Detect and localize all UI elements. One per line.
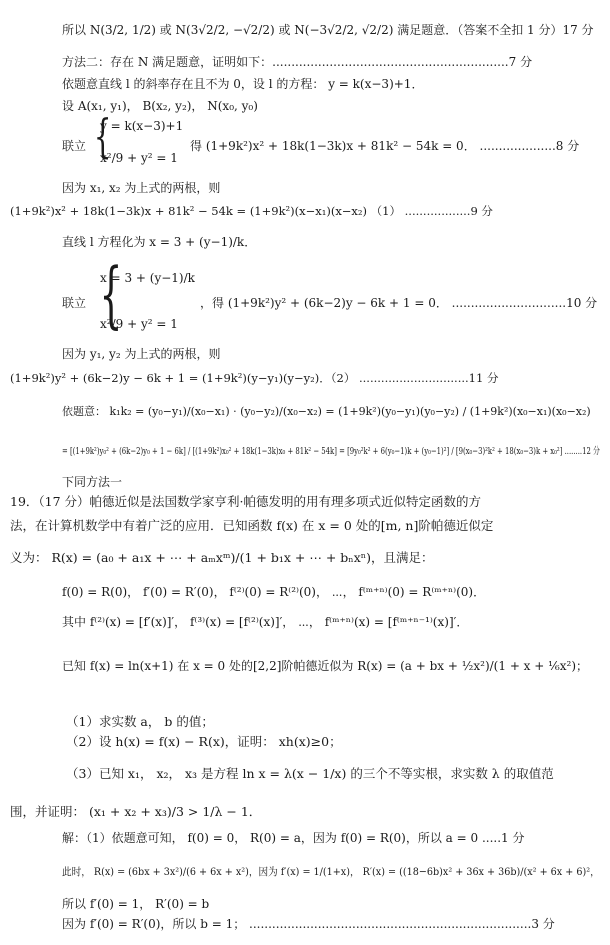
text-line: 其中 f⁽²⁾(x) = [f′(x)]′， f⁽³⁾(x) = [f⁽²⁾(x)]′， ⋯， f⁽ᵐ⁺ⁿ⁾(x) = [f⁽ᵐ⁺ⁿ⁻¹⁾(x)]′．	[62, 615, 469, 629]
text-line: ，得 (1+9k²)y² + (6k−2)y − 6k + 1 = 0． ..............................10 分	[200, 296, 598, 310]
text-line: = [(1+9k²)y₀² + (6k−2)y₀ + 1 − 6k] / [(1+9k²)x₀² + 18k(1−3k)x₀ + 81k² − 54k] = [9y₀²k² + 6(y₀−1)k + (y₀−1)²] / [9(x₀−3)²k² + 18(x₀−3)k + x₀²] ........12 分	[62, 446, 600, 457]
text-line: 义为： R(x) = (a₀ + a₁x + ⋯ + aₘxᵐ)/(1 + b₁x + ⋯ + bₙxⁿ)，且满足：	[10, 550, 434, 565]
text-line: 联立	[62, 296, 87, 310]
text-line: x²/9 + y² = 1	[100, 151, 178, 165]
text-line: 因为 x₁, x₂ 为上式的两根，则	[62, 181, 221, 195]
question-item: （1）求实数 a， b 的值；	[66, 714, 214, 729]
text-line: 得 (1+9k²)x² + 18k(1−3k)x + 81k² − 54k = 0． ....................8 分	[190, 139, 580, 153]
text-line: 围，并证明： (x₁ + x₂ + x₃)/3 > 1/λ − 1．	[10, 804, 262, 819]
text-line: 依题意： k₁k₂ = (y₀−y₁)/(x₀−x₁) · (y₀−y₂)/(x₀−x₂) = (1+9k²)(y₀−y₁)(y₀−y₂) / (1+9k²)(x₀−x₁)(x₀−x₂)	[62, 405, 591, 418]
text-line: 已知 f(x) = ln(x+1) 在 x = 0 处的[2,2]阶帕德近似为 R(x) = (a + bx + ½x²)/(1 + x + ⅙x²)；	[62, 659, 589, 673]
brace-icon: {	[93, 109, 112, 163]
text-line: (1+9k²)y² + (6k−2)y − 6k + 1 = (1+9k²)(y−y₁)(y−y₂)．（2） ..............................11 分	[10, 371, 499, 385]
text-line: 所以 N(3/2, 1/2) 或 N(3√2/2, −√2/2) 或 N(−3√2/2, √2/2) 满足题意．（答案不全扣 1 分）17 分	[62, 23, 594, 37]
question-item: （3）已知 x₁， x₂， x₃ 是方程 ln x = λ(x − 1/x) 的三个不等实根，求实数 λ 的取值范	[66, 766, 554, 781]
text-line: 所以 f′(0) = 1， R′(0) = b	[62, 897, 210, 911]
text-line: 法，在计算机数学中有着广泛的应用．已知函数 f(x) 在 x = 0 处的[m, n]阶帕德近似定	[10, 518, 494, 533]
problem-title: 19．（17 分）帕德近似是法国数学家亨利·帕德发明的用有理多项式近似特定函数的方	[10, 494, 482, 509]
text-line: 解：（1）依题意可知， f(0) = 0， R(0) = a，因为 f(0) = R(0)，所以 a = 0 .....1 分	[62, 831, 525, 845]
text-line: 直线 l 方程化为 x = 3 + (y−1)/k．	[62, 235, 257, 249]
text-line: y = k(x−3)+1	[100, 119, 184, 133]
text-line: (1+9k²)x² + 18k(1−3k)x + 81k² − 54k = (1+9k²)(x−x₁)(x−x₂) （1） ..................9 分	[10, 204, 493, 218]
text-line: 此时， R(x) = (6bx + 3x²)/(6 + 6x + x²)，因为 f′(x) = 1/(1+x)， R′(x) = ((18−6b)x² + 36x + 36b)/(x² + 6x + 6)²，	[62, 866, 600, 878]
text-line: 设 A(x₁, y₁)， B(x₂, y₂)， N(x₀, y₀)	[62, 99, 258, 113]
text-line: 因为 y₁, y₂ 为上式的两根，则	[62, 347, 221, 361]
text-line: f(0) = R(0)， f′(0) = R′(0)， f⁽²⁾(0) = R⁽²⁾(0)， ⋯， f⁽ᵐ⁺ⁿ⁾(0) = R⁽ᵐ⁺ⁿ⁾(0)．	[62, 585, 486, 599]
brace-icon: {	[99, 252, 123, 336]
question-item: （2）设 h(x) = f(x) − R(x)，证明： xh(x)≥0；	[66, 734, 342, 749]
text-line: 方法二：存在 N 满足题意，证明如下：..............................................................7 分	[62, 55, 533, 69]
text-line: 下同方法一	[62, 475, 123, 489]
text-line: 联立	[62, 139, 87, 153]
text-line: x = 3 + (y−1)/k	[100, 271, 195, 285]
text-line: 因为 f′(0) = R′(0)，所以 b = 1； ..........................................................................3 分	[62, 917, 555, 931]
text-line: x²/9 + y² = 1	[100, 317, 178, 331]
text-line: 依题意直线 l 的斜率存在且不为 0，设 l 的方程： y = k(x−3)+1．	[62, 77, 424, 91]
